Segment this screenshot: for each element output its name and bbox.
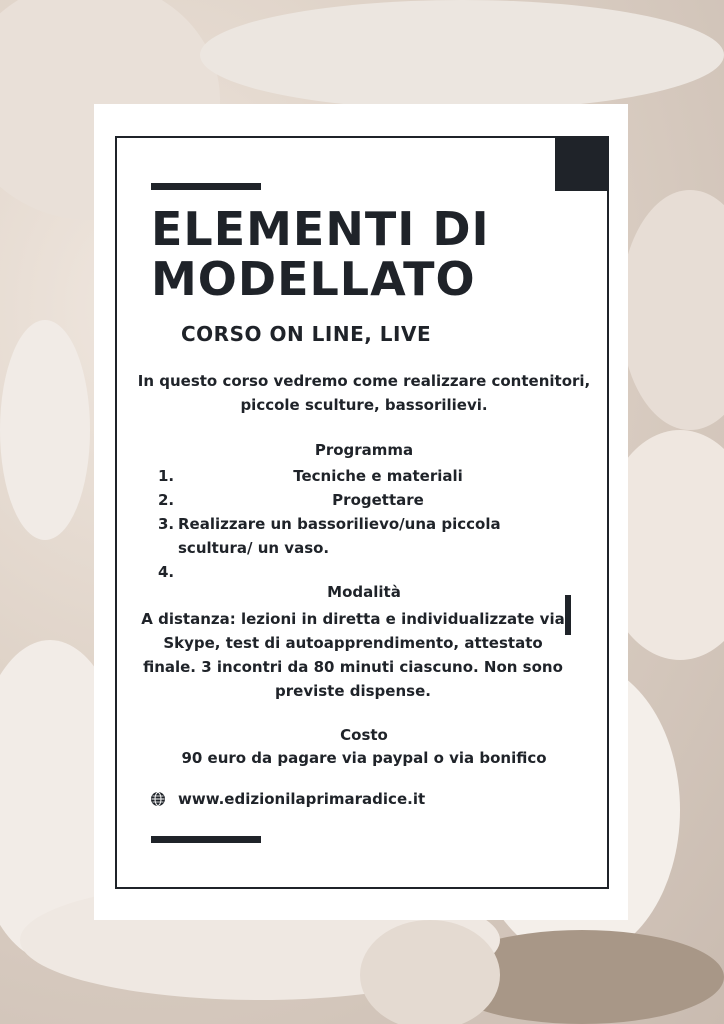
- page-title: [151, 204, 571, 304]
- list-text: [158, 560, 578, 584]
- corner-block: [555, 136, 608, 191]
- list-number: 2.: [158, 491, 175, 509]
- bottom-accent-bar: [151, 836, 261, 843]
- website-row: [150, 790, 425, 808]
- list-text: Realizzare un bassorilievo/una piccola scultura/ un vaso.: [178, 515, 501, 557]
- modalita-text: A distanza: lezioni in diretta e individualizzate via Skype, test di autoapprendimento, attestato finale. 3 incontri da 80 minuti ciascuno. Non sono previste dispense.: [141, 610, 565, 700]
- top-accent-bar: [151, 183, 261, 190]
- globe-icon: [150, 791, 166, 807]
- list-item: [158, 512, 578, 560]
- title-line: ELEMENTI DI: [151, 202, 490, 256]
- ceramic-shape: [200, 0, 724, 110]
- intro-text: In questo corso vedremo come realizzare contenitori, piccole sculture, bassorilievi.: [137, 372, 591, 414]
- list-text: Tecniche e materiali: [293, 467, 463, 485]
- modalita-heading: Modalità: [327, 583, 401, 601]
- programma-list: [158, 464, 578, 584]
- flyer-card: [94, 104, 628, 920]
- subtitle: CORSO ON LINE, LIVE: [181, 322, 432, 346]
- ceramic-shape: [620, 190, 724, 430]
- list-item: [158, 560, 578, 584]
- list-number: 1.: [158, 467, 175, 485]
- ceramic-shape: [0, 320, 90, 540]
- website-link[interactable]: www.edizionilaprimaradice.it: [178, 790, 426, 808]
- ceramic-shape: [360, 920, 500, 1024]
- list-number: 4.: [158, 563, 175, 581]
- programma-heading: Programma: [314, 441, 414, 459]
- costo-text: 90 euro da pagare via paypal o via bonifico: [181, 749, 547, 767]
- list-item: [158, 488, 578, 512]
- costo-heading: Costo: [340, 726, 388, 744]
- list-number: 3.: [158, 515, 175, 533]
- list-item: [158, 464, 578, 488]
- list-text: Progettare: [332, 491, 424, 509]
- title-line: MODELLATO: [151, 252, 476, 306]
